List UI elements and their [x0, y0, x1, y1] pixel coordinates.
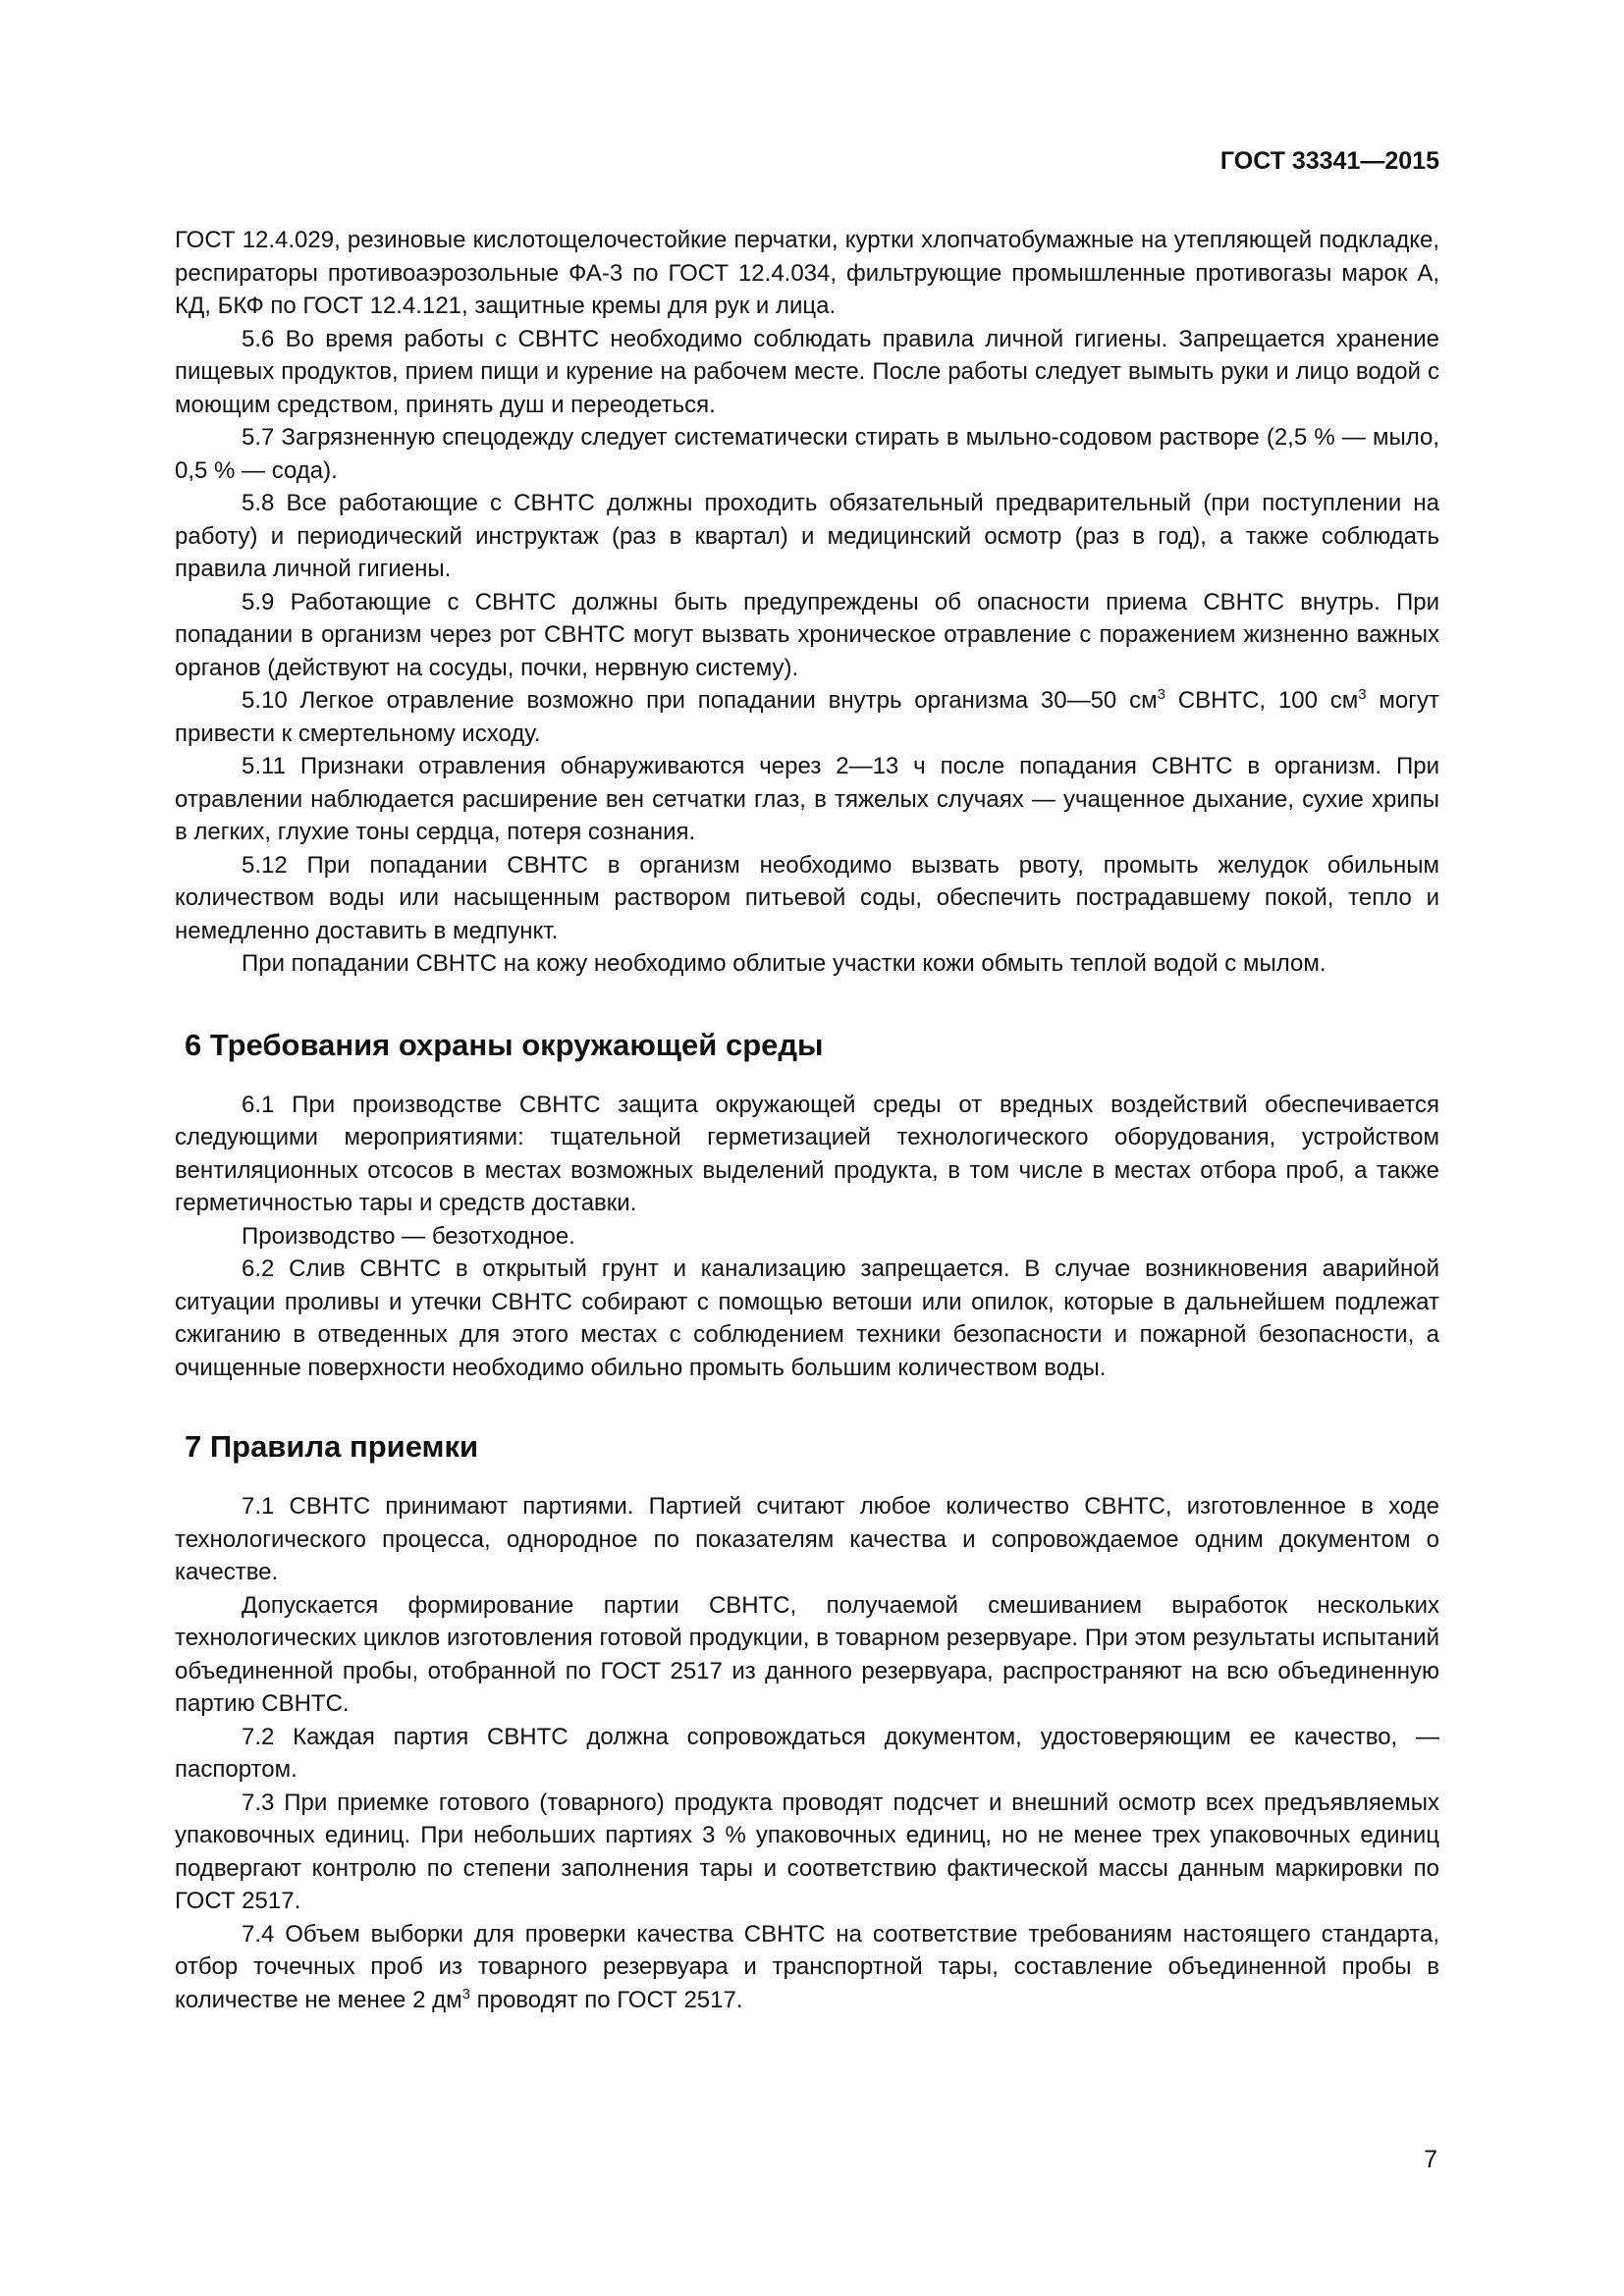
paragraph: 5.8 Все работающие с СВНТС должны проходить обязательный предварительный (при поступлении на работу) и периодический инструктаж (раз в квартал) и медицинский осмотр (раз в год), а также соблюдать правила личной гигиены.	[175, 490, 1439, 582]
page-number: 7	[1424, 2146, 1437, 2173]
superscript: 3	[1157, 686, 1165, 703]
document-body	[175, 224, 1439, 2016]
section-7-body	[175, 1490, 1439, 1918]
paragraph: Производство — безотходное.	[242, 1222, 575, 1250]
section-6-title: 6 Требования охраны окружающей среды	[185, 1027, 824, 1062]
paragraph: 5.9 Работающие с СВНТС должны быть предупреждены об опасности приема СВНТС внутрь. При попадании в организм через рот СВНТС могут вызвать хроническое отравление с поражением жизненно важных органов (действуют на сосуды, почки, нервную систему).	[175, 588, 1439, 681]
paragraph: 5.6 Во время работы с СВНТС необходимо соблюдать правила личной гигиены. Запрещается хранение пищевых продуктов, прием пищи и курение на рабочем месте. После работы следует вымыть руки и лицо водой с моющим средством, принять душ и переодеться.	[175, 325, 1439, 418]
paragraph: ГОСТ 12.4.029, резиновые кислотощелочестойкие перчатки, куртки хлопчатобумажные на утепляющей подкладке, респираторы противоаэрозольные ФА-3 по ГОСТ 12.4.034, фильтрующие промышленные противогазы марок А, КД, БКФ по ГОСТ 12.4.121, защитные кремы для рук и лица.	[175, 227, 1439, 319]
superscript: 3	[1358, 686, 1367, 703]
section5-end	[175, 750, 1439, 981]
paragraph: Допускается формирование партии СВНТС, получаемой смешиванием выработок нескольких технологических циклов изготовления готовой продукции, в товарном резервуаре. При этом результаты испытаний объединенной пробы, отобранной по ГОСТ 2517 из данного резервуара, распространяют на всю объединенную партию СВНТС.	[175, 1591, 1439, 1717]
paragraph-5-10: 5.10 Легкое отравление возможно при попадании внутрь организма 30—50 $см^3$ СВНТС, 100 $см^3$ могут привести к смертельному исходу.	[175, 686, 1439, 747]
superscript: 3	[461, 1985, 470, 2002]
paragraph: 6.2 Слив СВНТС в открытый грунт и канализацию запрещается. В случае возникновения аварийной ситуации проливы и утечки СВНТС собирают с помощью ветоши или опилок, которые в дальнейшем подлежат сжиганию в отведенных для этого местах с соблюдением техники безопасности и пожарной безопасности, а очищенные поверхности необходимо обильно промыть большим количеством воды.	[175, 1255, 1439, 1381]
paragraph-7-4: 7.4 Объем выборки для проверки качества СВНТС на соответствие требованиям настоящего стандарта, отбор точечных проб из товарного резервуара и транспортной тары, составление объединенной пробы в количестве не менее 2 $дм^3$ проводят по ГОСТ 2517.	[175, 1920, 1439, 2013]
section5-continuation	[175, 224, 1439, 684]
paragraph: 5.7 Загрязненную спецодежду следует систематически стирать в мыльно-содовом растворе (2,5 % — мыло, 0,5 % — сода).	[175, 424, 1439, 484]
section-6-body	[175, 1089, 1439, 1385]
paragraph: 5.12 При попадании СВНТС в организм необходимо вызвать рвоту, промыть желудок обильным количеством воды или насыщенным раствором питьевой соды, обеспечить пострадавшему покой, тепло и немедленно доставить в медпункт.	[175, 851, 1439, 944]
paragraph: 7.1 СВНТС принимают партиями. Партией считают любое количество СВНТС, изготовленное в ходе технологического процесса, однородное по показателям качества и сопровождаемое одним документом о качестве.	[175, 1493, 1439, 1585]
paragraph: При попадании СВНТС на кожу необходимо облитые участки кожи обмыть теплой водой с мылом.	[242, 950, 1326, 977]
section-7-title: 7 Правила приемки	[185, 1429, 479, 1464]
paragraph: 7.3 При приемке готового (товарного) продукта проводят подсчет и внешний осмотр всех предъявляемых упаковочных единиц. При небольших партиях 3 % упаковочных единиц, но не менее трех упаковочных единиц подвергают контролю по степени заполнения тары и соответствию фактической массы данным маркировки по ГОСТ 2517.	[175, 1789, 1439, 1914]
paragraph: 5.11 Признаки отравления обнаруживаются через 2—13 ч после попадания СВНТС в организм. При отравлении наблюдается расширение вен сетчатки глаз, в тяжелых случаях — учащенное дыхание, сухие хрипы в легких, глухие тоны сердца, потеря сознания.	[175, 753, 1439, 845]
paragraph: 7.2 Каждая партия СВНТС должна сопровождаться документом, удостоверяющим ее качество, — паспортом.	[175, 1723, 1439, 1783]
document-header: ГОСТ 33341—2015	[1219, 147, 1439, 175]
paragraph: 6.1 При производстве СВНТС защита окружающей среды от вредных воздействий обеспечивается следующими мероприятиями: тщательной герметизацией технологического оборудования, устройством вентиляционных отсосов в местах возможных выделений продукта, в том числе в местах отбора проб, а также герметичностью тары и средств доставки.	[175, 1091, 1439, 1216]
